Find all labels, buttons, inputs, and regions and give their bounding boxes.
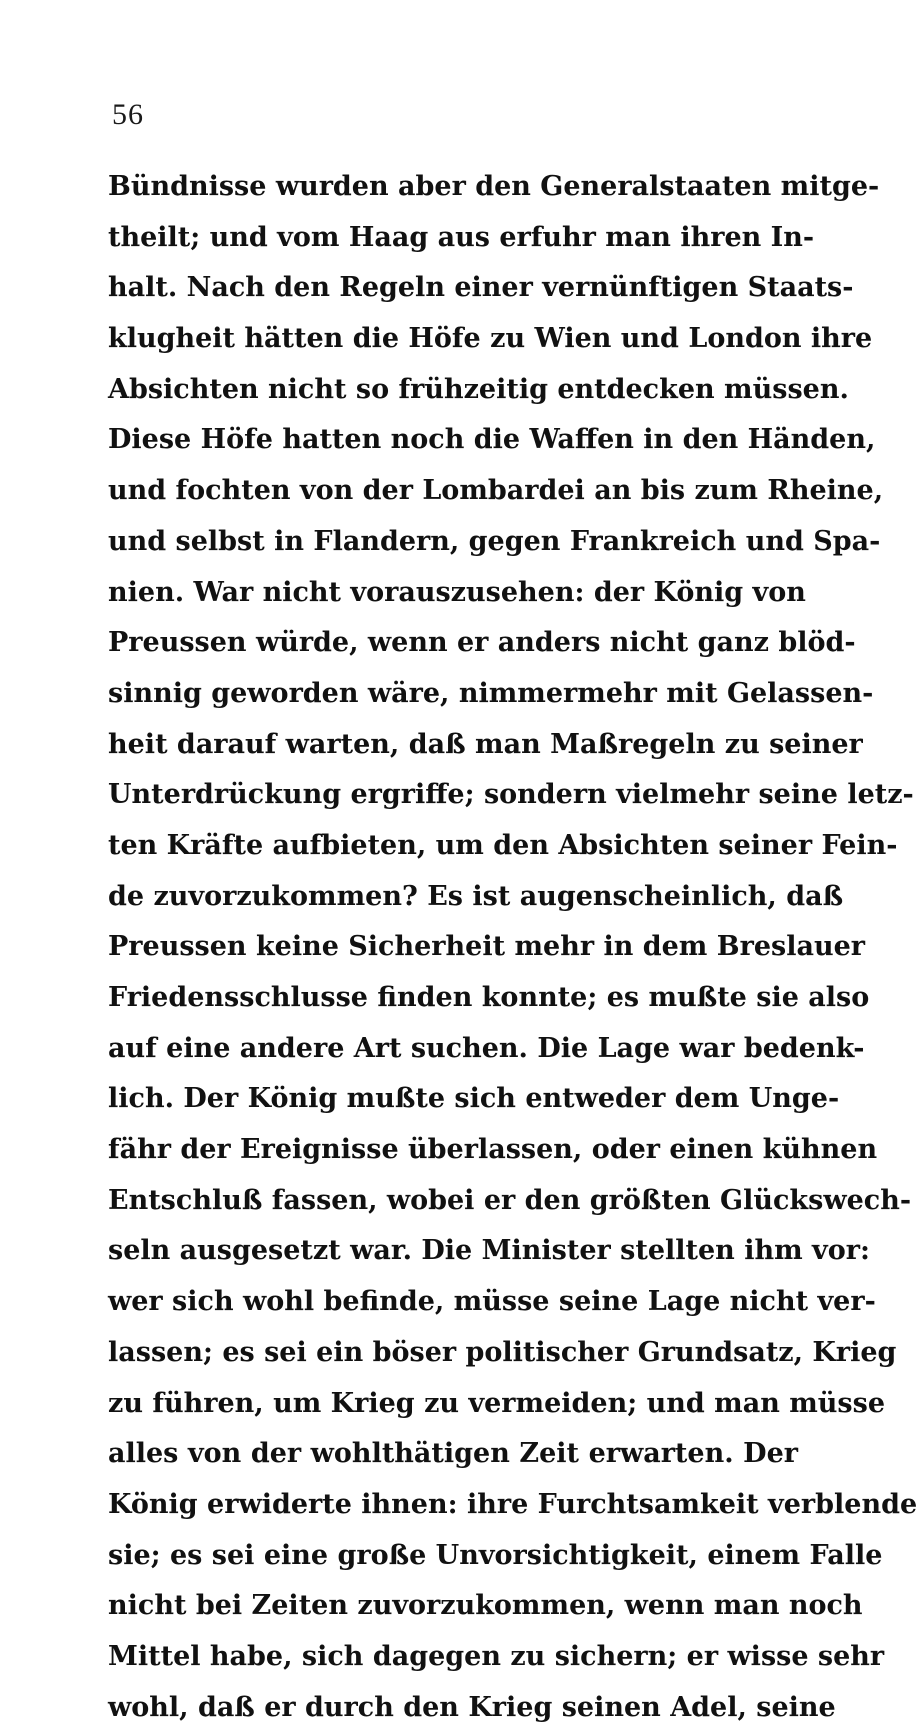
text-line: Unterdrückung ergriffe; sondern vielmehr seine letz-: [108, 779, 914, 811]
text-line: heit darauf warten, daß man Maßregeln zu seiner: [108, 728, 863, 760]
text-line: Friedensschlusse finden konnte; es mußte sie also: [108, 982, 870, 1013]
text-line: lassen; es sei ein böser politischer Grundsatz, Krieg: [108, 1336, 897, 1368]
text-line: zu führen, um Krieg zu vermeiden; und man müsse: [108, 1387, 886, 1419]
text-line: seln ausgesetzt war. Die Minister stellten ihm vor:: [108, 1235, 870, 1267]
text-line: wer sich wohl befinde, müsse seine Lage nicht ver-: [108, 1286, 876, 1318]
text-line: lich. Der König mußte sich entweder dem Unge-: [108, 1083, 840, 1115]
text-line: Preussen würde, wenn er anders nicht ganz blöd-: [108, 627, 856, 659]
text-line: wohl, daß er durch den Krieg seinen Adel, seine: [108, 1691, 836, 1723]
page-number: 56: [112, 98, 144, 131]
text-line: de zuvorzukommen? Es ist augenscheinlich, daß: [108, 880, 844, 912]
text-line: auf eine andere Art suchen. Die Lage war bedenk-: [108, 1032, 865, 1064]
text-line: nien. War nicht vorauszusehen: der König von: [108, 576, 806, 608]
text-line: nicht bei Zeiten zuvorzukommen, wenn man noch: [108, 1590, 863, 1622]
text-line: König erwiderte ihnen: ihre Furchtsamkeit verblende: [108, 1488, 917, 1520]
text-line: Mittel habe, sich dagegen zu sichern; er wisse sehr: [108, 1640, 885, 1672]
text-line: fähr der Ereignisse überlassen, oder einen kühnen: [108, 1134, 878, 1166]
text-line: Entschluß fassen, wobei er den größten Glückswech-: [108, 1184, 912, 1216]
text-line: alles von der wohlthätigen Zeit erwarten. Der: [108, 1438, 798, 1470]
text-line: theilt; und vom Haag aus erfuhr man ihren In-: [108, 221, 815, 253]
text-line: klugheit hätten die Höfe zu Wien und London ihre: [108, 323, 873, 355]
body-text: [108, 162, 917, 1733]
text-line: Preussen keine Sicherheit mehr in dem Breslauer: [108, 931, 865, 963]
text-line: Bündnisse wurden aber den Generalstaaten mitge-: [108, 171, 880, 202]
text-line: und fochten von der Lombardei an bis zum Rheine,: [108, 475, 884, 507]
text-line: halt. Nach den Regeln einer vernünftigen Staats-: [108, 272, 854, 304]
text-line: und selbst in Flandern, gegen Frankreich und Spa-: [108, 525, 881, 557]
text-line: Absichten nicht so frühzeitig entdecken müssen.: [108, 373, 849, 405]
text-line: Diese Höfe hatten noch die Waffen in den Händen,: [108, 424, 876, 456]
text-line: sie; es sei eine große Unvorsichtigkeit, einem Falle: [108, 1539, 883, 1571]
text-line: sinnig geworden wäre, nimmermehr mit Gelassen-: [108, 677, 874, 709]
text-line: ten Kräfte aufbieten, um den Absichten seiner Fein-: [108, 829, 898, 861]
